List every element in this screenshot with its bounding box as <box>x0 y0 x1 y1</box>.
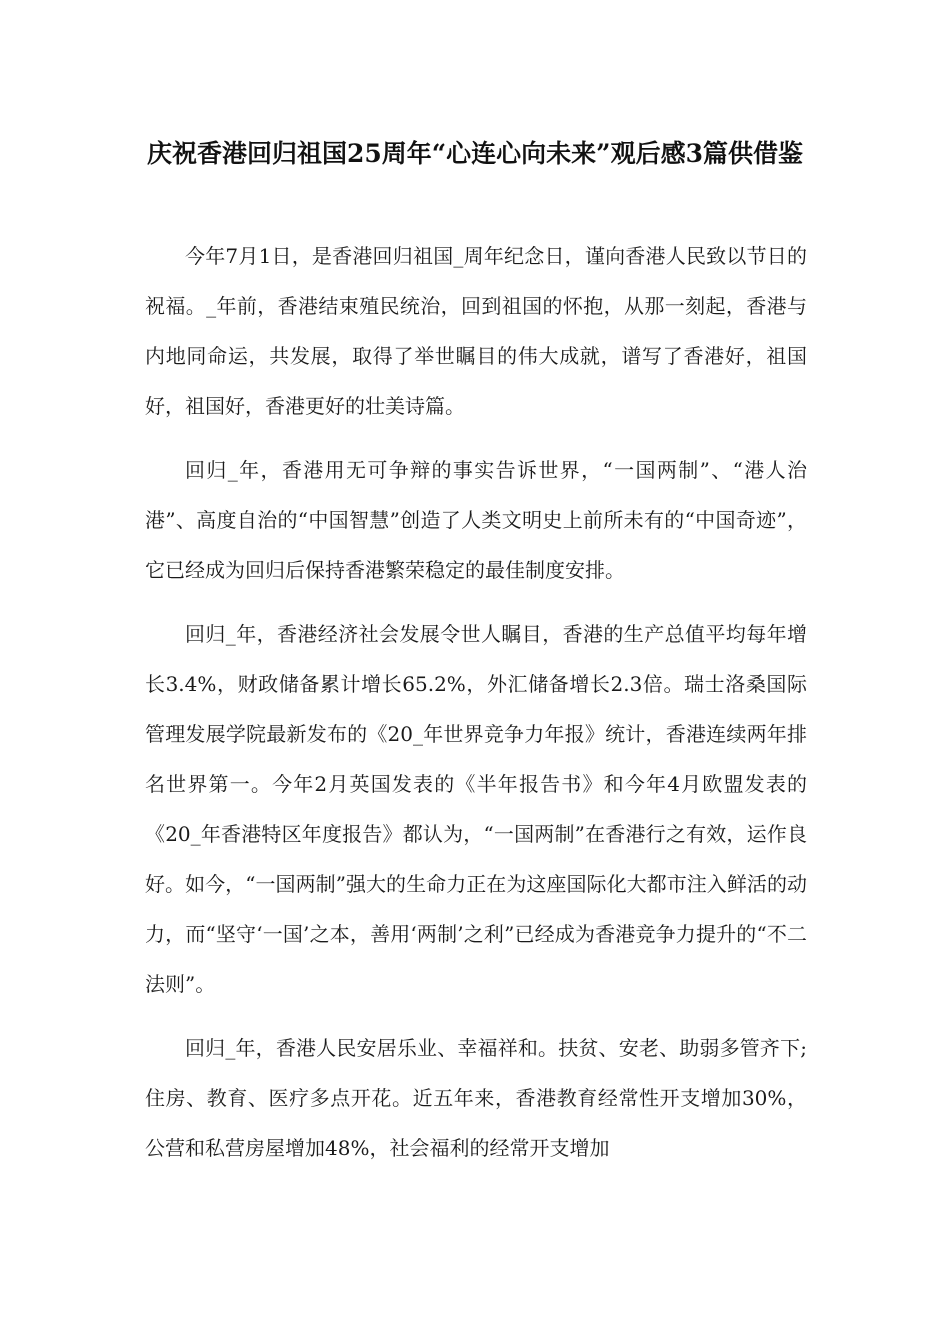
document-title: 庆祝香港回归祖国25周年“心连心向未来”观后感3篇供借鉴 <box>147 139 803 168</box>
paragraph-2: 回归_年，香港用无可争辩的事实告诉世界，“一国两制”、“港人治港”、高度自治的“中国智慧”创造了人类文明史上前所未有的“中国奇迹”，它已经成为回归后保持香港繁荣稳定的最佳制度安排。 <box>145 458 807 582</box>
paragraph-1: 今年7月1日，是香港回归祖国_周年纪念日，谨向香港人民致以节日的祝福。_年前，香港结束殖民统治，回到祖国的怀抱，从那一刻起，香港与内地同命运，共发展，取得了举世瞩目的伟大成就，谱写了香港好，祖国好，祖国好，香港更好的壮美诗篇。 <box>145 244 807 418</box>
paragraph-4: 回归_年，香港人民安居乐业、幸福祥和。扶贫、安老、助弱多管齐下;住房、教育、医疗多点开花。近五年来，香港教育经常性开支增加30%，公营和私营房屋增加48%，社会福利的经常开支增加 <box>145 1036 807 1160</box>
paragraph-3: 回归_年，香港经济社会发展令世人瞩目，香港的生产总值平均每年增长3.4%，财政储备累计增长65.2%，外汇储备增长2.3倍。瑞士洛桑国际管理发展学院最新发布的《20_年世界竞争力年报》统计，香港连续两年排名世界第一。今年2月英国发表的《半年报告书》和今年4月欧盟发表的《20_年香港特区年度报告》都认为，“一国两制”在香港行之有效，运作良好。如今，“一国两制”强大的生命力正在为这座国际化大都市注入鲜活的动力，而“坚守‘一国’之本，善用‘两制’之利”已经成为香港竞争力提升的“不二法则”。 <box>145 622 807 996</box>
document-body <box>145 231 807 1187</box>
